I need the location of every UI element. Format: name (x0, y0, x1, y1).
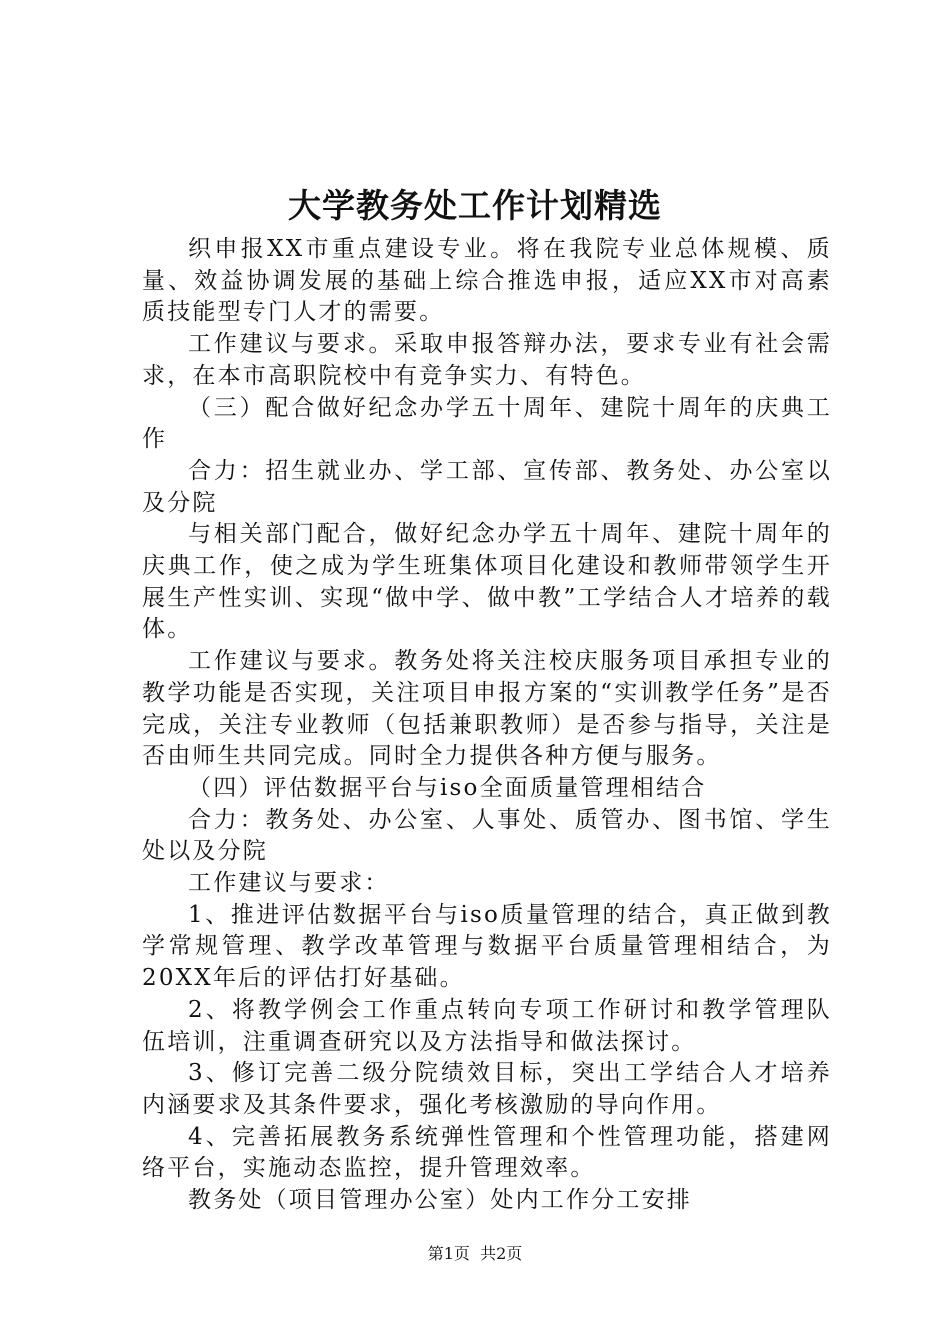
page-number-footer: 第1页 共2页 (427, 1244, 523, 1263)
section-heading: （四）评估数据平台与iso全面质量管理相结合 (188, 774, 707, 801)
list-item: 1、推进评估数据平台与iso质量管理的结合，真正做到教学常规管理、教学改革管理与数据平台质量管理相结合，为20XX年后的评估打好基础。 (142, 901, 832, 992)
section-heading: （三）配合做好纪念办学五十周年、建院十周年的庆典工作 (142, 394, 832, 453)
list-item: 2、将教学例会工作重点转向专项工作研讨和教学管理队伍培训，注重调查研究以及方法指导和做法探讨。 (142, 996, 832, 1055)
paragraph: 合力：招生就业办、学工部、宣传部、教务处、办公室以及分院 (142, 457, 832, 516)
paragraph: 工作建议与要求。采取申报答辩办法，要求专业有社会需求，在本市高职院校中有竞争实力、有特色。 (142, 331, 832, 389)
document-body (142, 234, 832, 1217)
paragraph: 工作建议与要求： (188, 870, 390, 897)
paragraph: 教务处（项目管理办公室）处内工作分工安排 (188, 1187, 692, 1214)
document-title: 大学教务处工作计划精选 (288, 186, 662, 225)
paragraph: 合力：教务处、办公室、人事处、质管办、图书馆、学生处以及分院 (142, 806, 832, 865)
list-item: 4、完善拓展教务系统弹性管理和个性管理功能，搭建网络平台，实施动态监控，提升管理效率。 (142, 1123, 832, 1182)
paragraph: 工作建议与要求。教务处将关注校庆服务项目承担专业的教学功能是否实现，关注项目申报方案的“实训教学任务”是否完成，关注专业教师（包括兼职教师）是否参与指导，关注是否由师生共同完成。同时全力提供各种方便与服务。 (142, 648, 832, 770)
paragraph: 与相关部门配合，做好纪念办学五十周年、建院十周年的庆典工作，使之成为学生班集体项目化建设和教师带领学生开展生产性实训、实现“做中学、做中教”工学结合人才培养的载体。 (142, 521, 832, 643)
paragraph: 织申报XX市重点建设专业。将在我院专业总体规模、质量、效益协调发展的基础上综合推选申报，适应XX市对高素质技能型专门人才的需要。 (142, 236, 832, 326)
list-item: 3、修订完善二级分院绩效目标，突出工学结合人才培养内涵要求及其条件要求，强化考核激励的导向作用。 (142, 1060, 832, 1118)
